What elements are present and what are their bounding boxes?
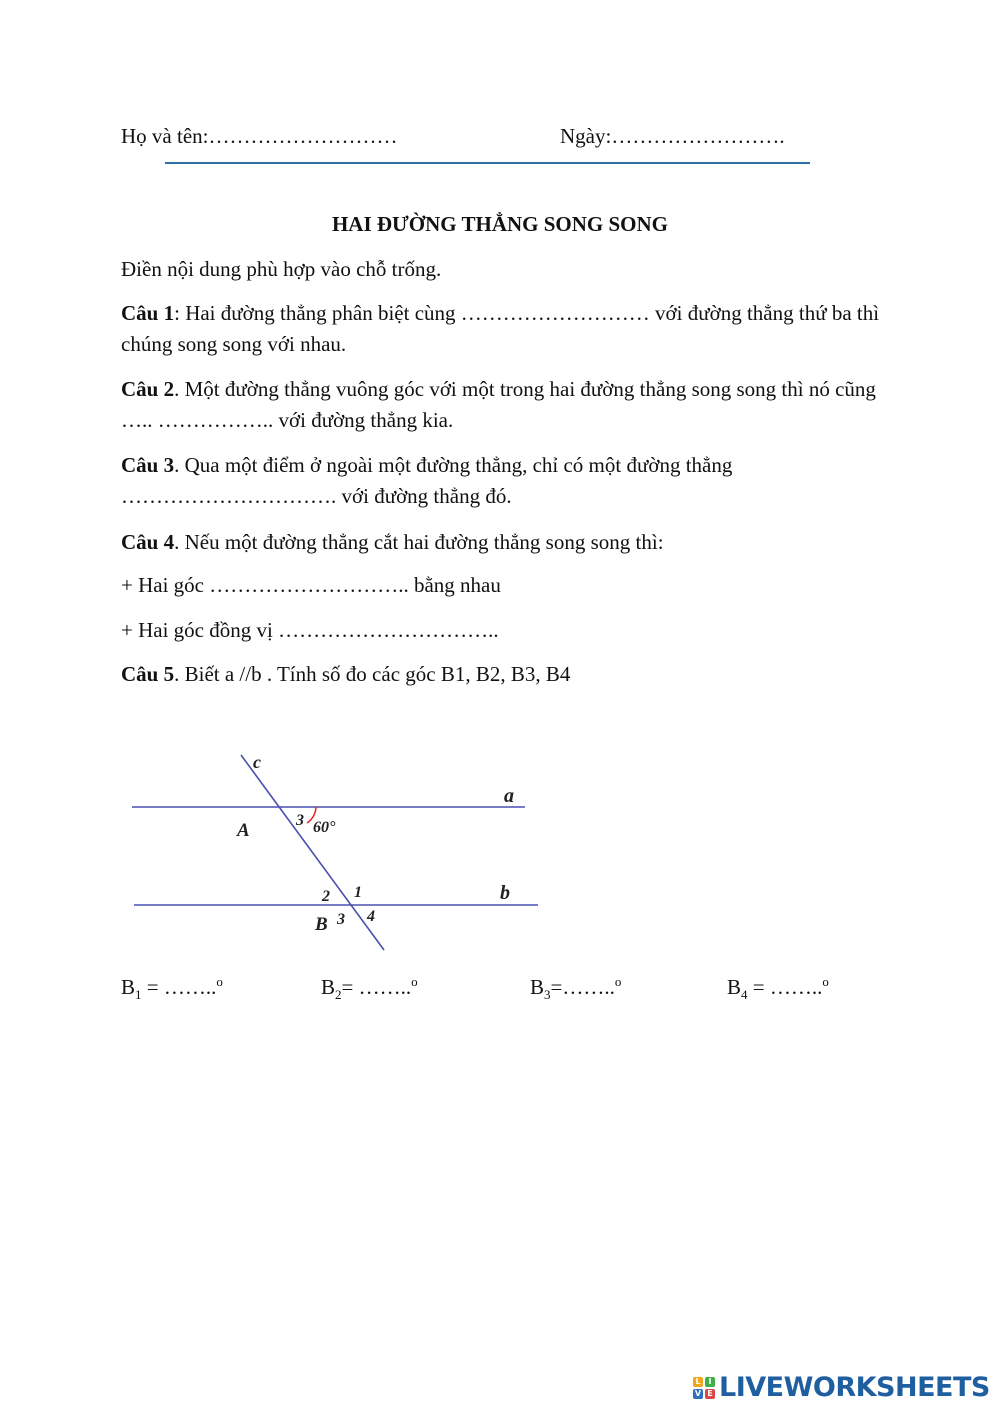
label-point-b: B (315, 914, 328, 935)
answer-b1-base: B (121, 975, 136, 999)
date-field-label: Ngày:……………………. (560, 124, 785, 148)
answer-b2-sub: 2 (335, 987, 342, 1003)
logo-text: LIVEWORKSHEETS (719, 1372, 990, 1403)
answer-b4 (727, 974, 829, 1003)
question-4 (121, 527, 881, 558)
question-2-label: Câu 2 (121, 377, 175, 401)
question-4-item-2: + Hai góc đồng vị ………………………….. (121, 618, 499, 642)
answer-b2-base: B (321, 975, 336, 999)
logo-mark-l: L (693, 1377, 703, 1387)
parallel-lines-figure (110, 740, 560, 960)
answer-b4-sub: 4 (741, 987, 748, 1003)
answer-b1-blank: = …….. (141, 975, 217, 999)
label-b: b (500, 882, 510, 904)
answer-b3-base: B (530, 975, 545, 999)
logo-mark-e: E (705, 1389, 715, 1399)
logo-mark-i: I (705, 1377, 715, 1387)
question-3-label: Câu 3 (121, 453, 175, 477)
label-a: a (504, 785, 514, 807)
label-angle-a3: 3 (296, 812, 304, 829)
question-2 (121, 374, 881, 436)
question-5 (121, 662, 570, 687)
label-angle-60: 60° (313, 819, 336, 836)
answer-b1 (121, 974, 223, 1003)
question-5-label: Câu 5 (121, 662, 175, 686)
answer-b2 (321, 974, 418, 1003)
question-5-text: . Biết a //b . Tính số đo các góc B1, B2, B3, B4 (174, 662, 571, 686)
question-1-text: : Hai đường thẳng phân biệt cùng ……………………… với đường thẳng thứ ba thì chúng song song với nhau. (121, 301, 880, 356)
label-angle-b1: 1 (354, 884, 362, 901)
answer-b2-degree: o (411, 974, 418, 989)
liveworksheets-logo (693, 1372, 990, 1403)
name-field-label: Họ và tên:……………………… (121, 124, 398, 148)
logo-mark-icon (693, 1377, 715, 1399)
answer-b1-sub: 1 (135, 987, 142, 1003)
question-1 (121, 298, 881, 360)
question-3-text: . Qua một điểm ở ngoài một đường thẳng, chỉ có một đường thẳng …………………………. với đường thẳng đó. (121, 453, 733, 508)
answer-b2-blank: = …….. (341, 975, 412, 999)
answer-b4-blank: = …….. (747, 975, 823, 999)
question-4-label: Câu 4 (121, 530, 175, 554)
label-angle-b4: 4 (367, 908, 375, 925)
answer-b4-degree: o (822, 974, 829, 989)
logo-mark-v: V (694, 1388, 702, 1398)
question-3 (121, 450, 761, 512)
label-point-a: A (237, 820, 250, 841)
answer-b1-degree: o (216, 974, 223, 989)
label-c: c (253, 752, 261, 772)
label-angle-b3: 3 (337, 911, 345, 928)
answer-b3-blank: =…….. (550, 975, 615, 999)
answer-b3-degree: o (614, 974, 622, 989)
header-divider (165, 162, 810, 164)
answer-b4-base: B (727, 975, 742, 999)
answer-b3 (530, 974, 621, 1003)
question-2-text: . Một đường thẳng vuông góc với một trong hai đường thẳng song song thì nó cũng ….. …………….. với đường thẳng kia. (121, 377, 876, 432)
instruction-text: Điền nội dung phù hợp vào chỗ trống. (121, 257, 442, 281)
line-c (241, 755, 384, 950)
page-title: HAI ĐƯỜNG THẲNG SONG SONG (331, 212, 669, 236)
question-4-item-1: + Hai góc ……………………….. bằng nhau (121, 573, 501, 597)
question-1-label: Câu 1 (121, 301, 175, 325)
question-4-text: . Nếu một đường thẳng cắt hai đường thẳng song song thì: (174, 530, 664, 554)
label-angle-b2: 2 (322, 888, 330, 905)
answer-b3-sub: 3 (544, 987, 551, 1003)
